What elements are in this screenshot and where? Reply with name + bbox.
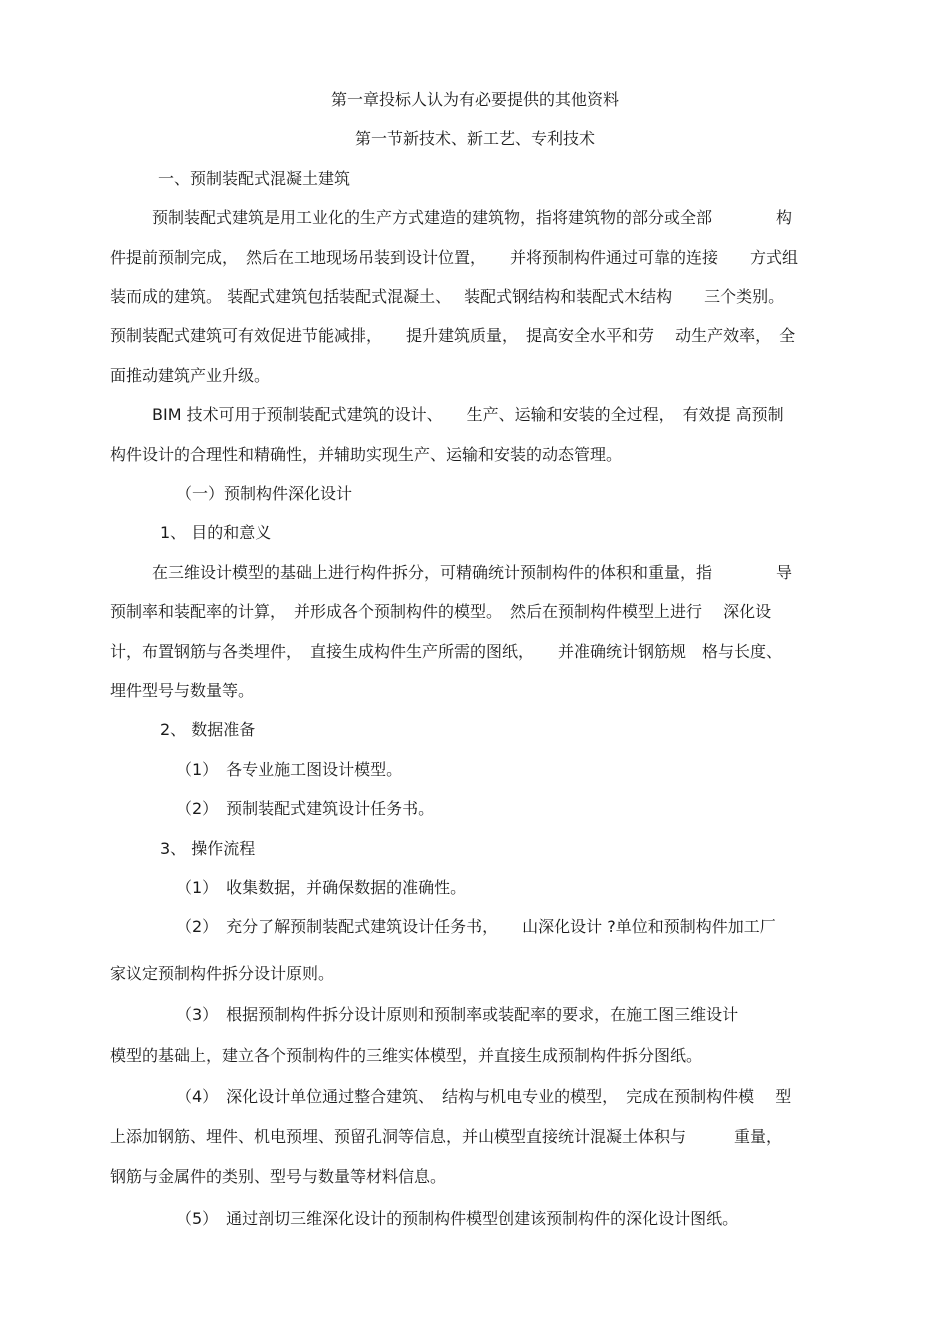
para3-line3: 计，布置钢筋与各类埋件， 直接生成构件生产所需的图纸， 并准确统计钢筋规 格与长度、 bbox=[110, 642, 783, 661]
item-data-prep: 2、 数据准备 bbox=[160, 720, 256, 739]
para1-line3: 装而成的建筑。 装配式建筑包括装配式混凝土、 装配式钢结构和装配式木结构 三个类别。 bbox=[110, 287, 785, 306]
para2-line1: BIM 技术可用于预制装配式建筑的设计、 生产、运输和安装的全过程， 有效提 高预制 bbox=[152, 405, 784, 424]
para3-line4: 埋件型号与数量等。 bbox=[110, 681, 255, 700]
para3-line1: 在三维设计模型的基础上进行构件拆分，可精确统计预制构件的体积和重量，指 导 bbox=[152, 563, 793, 582]
para1-line1: 预制装配式建筑是用工业化的生产方式建造的建筑物，指将建筑物的部分或全部 构 bbox=[152, 208, 793, 227]
item-workflow-1: （1） 收集数据，并确保数据的准确性。 bbox=[176, 878, 467, 897]
section-title: 第一节新技术、新工艺、专利技术 bbox=[354, 129, 595, 148]
item-purpose: 1、 目的和意义 bbox=[160, 523, 272, 542]
item-data-prep-2: （2） 预制装配式建筑设计任务书。 bbox=[176, 799, 435, 818]
para1-line2: 件提前预制完成， 然后在工地现场吊装到设计位置， 并将预制构件通过可靠的连接 方式组 bbox=[110, 248, 799, 267]
para1-line5: 面推动建筑产业升级。 bbox=[110, 366, 271, 385]
subheading-component-design: （一）预制构件深化设计 bbox=[176, 484, 353, 503]
item-workflow-4-line1: （4） 深化设计单位通过整合建筑、 结构与机电专业的模型， 完成在预制构件模 型 bbox=[176, 1087, 792, 1106]
para2-line2: 构件设计的合理性和精确性，并辅助实现生产、运输和安装的动态管理。 bbox=[110, 445, 623, 464]
para1-line4: 预制装配式建筑可有效促进节能减排， 提升建筑质量， 提高安全水平和劳 动生产效率， 全 bbox=[110, 326, 796, 345]
item-workflow-2-line2: 家议定预制构件拆分设计原则。 bbox=[110, 964, 335, 983]
para3-line2: 预制率和装配率的计算， 并形成各个预制构件的模型。 然后在预制构件模型上进行 深化设 bbox=[110, 602, 772, 621]
item-workflow: 3、 操作流程 bbox=[160, 839, 256, 858]
chapter-title: 第一章投标人认为有必要提供的其他资料 bbox=[330, 90, 619, 109]
item-workflow-2-line1: （2） 充分了解预制装配式建筑设计任务书， 山深化设计 ?单位和预制构件加工厂 bbox=[176, 917, 776, 936]
item-data-prep-1: （1） 各专业施工图设计模型。 bbox=[176, 760, 403, 779]
item-workflow-4-line3: 钢筋与金属件的类别、型号与数量等材料信息。 bbox=[110, 1167, 447, 1186]
item-workflow-3-line2: 模型的基础上，建立各个预制构件的三维实体模型，并直接生成预制构件拆分图纸。 bbox=[110, 1046, 703, 1065]
item-workflow-3-line1: （3） 根据预制构件拆分设计原则和预制率或装配率的要求，在施工图三维设计 bbox=[176, 1005, 739, 1024]
item-workflow-5: （5） 通过剖切三维深化设计的预制构件模型创建该预制构件的深化设计图纸。 bbox=[176, 1209, 739, 1228]
heading-prefab-building: 一、预制装配式混凝土建筑 bbox=[158, 169, 351, 188]
item-workflow-4-line2: 上添加钢筋、埋件、机电预埋、预留孔洞等信息，并山模型直接统计混凝土体积与 重量， bbox=[110, 1127, 783, 1146]
